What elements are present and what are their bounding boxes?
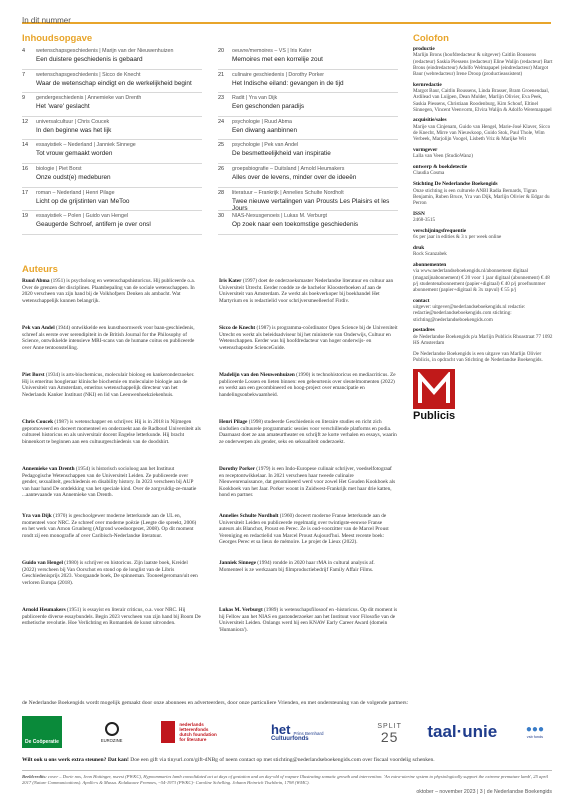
- author-text: (1980) is schrijver en historicus. Zijn laatste boek, Kreidel (2022) verscheen bij Van Oorschot en stond op de longlist van de Libris Geschiedenisprijs 2023. Voorgaande boek, De spinneman. Tooneelgeroman/uit een verloren Europa (2018).: [22, 560, 198, 586]
- author-text: (1951) is essayist en literair criticus, o.a. voor NRC. Hij publiceerde diverse essaybundels. Begin 2023 verscheen van zijn hand bij Boom De esthetische revolutie. Hoe Verlichting en Romantiek de kunst uitvonden.: [22, 607, 201, 626]
- letterenfonds-line: letterenfonds: [179, 727, 209, 732]
- colofon-text: Lalla van Veen (StudioWanz): [413, 153, 473, 160]
- toc-item[interactable]: [218, 46, 398, 70]
- author-text: (1960) doceert moderne Franse letterkunde aan de Universiteit Leiden en publiceerde regelmatig over twintigste-eeuwse Franse auteurs als Blanchot, Proust en Perec. Ze is oud-voorzitter van de Marcel Proust Vereniging en redactielid van Marcel Proust Aujourd'hui. Meest recente boek: Georges Perec et sa lieux de mémoire. Le projet de Lieux (2022).: [219, 513, 389, 545]
- author-bio: [22, 372, 201, 413]
- toc-item[interactable]: [22, 70, 202, 94]
- author-bio: [22, 466, 201, 507]
- toc-category: essayistiek – Nederland | Janniek Sinnege: [36, 142, 136, 149]
- colofon-text: De Nederlandse Boekengids is een uitgave van Marlijn Olivier Publicis, in opdracht van Stichting de Nederlandse Boekengids.: [413, 350, 543, 363]
- author-name: Annelies Schulte Nordholt: [219, 513, 279, 519]
- letterenfonds-mark-icon: [161, 721, 175, 743]
- colofon-block: [413, 262, 553, 293]
- toc-article-title: Tot vrouw gemaakt worden: [36, 150, 113, 158]
- toc-category: oeuvre/memoires – VS | Iris Kater: [232, 48, 312, 54]
- colofon-block: [413, 82, 553, 113]
- toc-item[interactable]: [22, 211, 202, 235]
- vsb-label: vsb fonds: [526, 735, 544, 739]
- author-bio: [22, 278, 201, 319]
- author-name: Dorothy Porker: [219, 466, 255, 472]
- author-text: (1979) is een Indo-Europese culinair schrijver, voedselfotograaf en receptontwikkelaar. In 2021 verscheen haar tweede culinaire Nieuwenrenaissance, dat genomineerd werd voor zowel Het Gouden Kookboek als Kookboek van het Jaar. Porker woont in Zuidwest-Frankrijk met haar drie katten, hond en partner.: [219, 466, 396, 498]
- colofon-block: [413, 351, 553, 363]
- toc-item[interactable]: [22, 93, 202, 117]
- toc-category: wetenschapsgeschiedenis | Marijn van der Nieuwenhuizen: [36, 48, 174, 54]
- toc-item[interactable]: [22, 188, 202, 212]
- toc-article-title: Een geschonden paradijs: [232, 103, 305, 111]
- toc-category: psychologie | Pek van Andel: [232, 142, 299, 149]
- toc-item[interactable]: [218, 140, 398, 164]
- toc-article-title: Onze oudst(e) medeburen: [36, 173, 111, 181]
- author-name: Piet Borst: [22, 372, 45, 378]
- authors-column-right: [219, 278, 398, 654]
- toc-category: roman – Nederland | Henri Pilage: [36, 189, 115, 196]
- toc-page-number: 30: [218, 213, 225, 220]
- header-title: In dit nummer: [22, 16, 71, 25]
- letterenfonds-logo[interactable]: [161, 716, 239, 748]
- colofon-text: Rock Scanzabek: [413, 251, 447, 258]
- sponsors-intro: de Nederlandse Boekengids wordt mogelijk gemaakt door onze abonnees en adverteerders, door onze particuliere Vrienden, en met ondersteuning van de volgende partners:: [22, 700, 409, 706]
- toc-item[interactable]: [218, 70, 398, 94]
- colofon-text: Marije van Cinjenam, Guido van Hengel, Marie-José Klaver, Sicco de Knecht, Mirre van Nieuwkoop, Guido Stok, Paul Thole, Wim Verbeek, Marjolijn Voogel, Lisbeth Vriz & Marijke Wit: [413, 123, 551, 143]
- author-bio: [22, 419, 201, 460]
- colofon-title: Colofon: [413, 33, 449, 44]
- toc-category: universalcultuur | Chris Coucek: [36, 118, 110, 125]
- toc-item[interactable]: [218, 93, 398, 117]
- authors-list: [22, 278, 397, 698]
- toc-item[interactable]: [218, 117, 398, 141]
- toc-category: wetenschapsgeschiedenis | Sicco de Knecht: [36, 71, 141, 78]
- author-text: (1951) is psycholoog en wetenschapshistoricus. Hij publiceerde o.a. Over de grenzen der disciplines. Plaatsbepaling van de sociale wetenschappen. In 2020 verscheen van zijn hand bij de Volkhofpers Denken als ambacht. Wat wetenschappelijk kunnen belangrijk.: [22, 278, 196, 304]
- colofon-label: kernredactie: [413, 81, 442, 88]
- toc-category: psychologie | Ruud Abma: [232, 118, 292, 125]
- toc-item[interactable]: [218, 211, 398, 235]
- authors-column-left: [22, 278, 201, 654]
- author-text: (1989) is wetenschapsfilosoof en -historicus. Op dit moment is hij Fellow aan het NIAS en gastonderzoeker aan het Instituut voor Filosofie van de Universiteit Leiden. Onlangs werd hij een KNAW Early Career Award (domein 'Humaniora').: [219, 607, 398, 633]
- colofon-label: ISSN: [413, 210, 425, 217]
- letterenfonds-text: [179, 722, 217, 742]
- author-name: Sicco de Knecht: [219, 325, 256, 331]
- author-text: (1970) is geschoolgewer moderne letterkunde aan de UL en, momenteel voor NRC. Ze schreef over moderne poëzie (Leegte die spreekt, 2006) en het werk van Arnon Grunberg (Afgrond woedoorgezet, 2008). Op dit moment rondt zij een monografie af over Caribisch-Nederlandse literatuur.: [22, 513, 197, 539]
- author-text: (1997) doet de onderzoeksmaster Nederlandse literatuur en cultuur aan Universiteit Utrecht. Eerder rondde ze de bachelor Kloosterboeken af aan de Universiteit van Amsterdam. Ze werkt als boekverkoper bij boekhandel Het Martyrium en is redactielid voor schrijversmeelleerlof Firdiv.: [219, 278, 394, 304]
- author-bio: [219, 466, 398, 507]
- colofon-block: [413, 147, 553, 160]
- toc-page-number: 16: [22, 165, 29, 172]
- author-name: Guido van Hengel: [22, 560, 63, 566]
- vsb-logo[interactable]: [518, 716, 552, 748]
- publicis-m-icon: [413, 369, 455, 409]
- author-name: Annemieke van Drenth: [22, 466, 75, 472]
- toc-article-title: Het 'ware' geslacht: [36, 103, 90, 111]
- eurozine-logo[interactable]: [94, 716, 130, 748]
- colofon-block: [413, 298, 553, 323]
- toc-item[interactable]: [22, 117, 202, 141]
- credit-label: Beeldcredits:: [22, 774, 47, 779]
- toc-category: literatuur – Frankrijk | Annelies Schulte Nordholt: [232, 189, 344, 196]
- author-bio: [219, 325, 398, 366]
- author-bio: [219, 419, 398, 460]
- colofon-label: acquisitie/sales: [413, 117, 447, 124]
- colofon-text: Onze stichting is een culturele ANBI Radia Bernards, Tigran Benjamin, Ruben Bruce, Yra van Dijk, Marlijn Olivier & Edgar du Perron: [413, 187, 550, 206]
- colofon-block: [413, 117, 553, 142]
- author-text: (1994) rondde in 2020 haar rMA in cultural analysis af. Momenteel is ze werkzaam bij filmproductiebedrijf Family Affair Films.: [219, 560, 375, 573]
- colofon-label: vormgever: [413, 146, 438, 153]
- prins-bottom: Cultuurfonds: [270, 735, 309, 742]
- split-bottom: 25: [380, 729, 399, 745]
- toc-article-title: Alles over de levens, minder over de ideeën: [232, 173, 357, 181]
- author-bio: [22, 325, 201, 366]
- toc-item[interactable]: [22, 164, 202, 188]
- author-bio: [219, 372, 398, 413]
- divider: [22, 770, 552, 771]
- toc-title: Inhoudsopgave: [22, 33, 93, 44]
- colofon-text: via www.nederlandseboekengids.nl/abonnement digitaal (magazijnabonnement) € 20 voor 1 jaar digitaal (abonnement) € 48 p/j studentenabonnement (papier+digitaal) € 40 p/j proefnummer abonnement (papier+digitaal & 3x rapvul) € 55 p/j: [413, 268, 550, 294]
- colofon-label: abonnementen: [413, 262, 447, 269]
- toc-article-title: Waar de wetenschap eindigt en de werkelijkheid begint: [36, 79, 192, 87]
- credit-text: cover – Dorie nos, Jenn Hottinger, nseest (PWKC), Hypoommaries lamb consolidated act at days of gestation and an day-old of rozpure Illustrating somatic growth and intervention. 'An extra-uterine system to physiologically support the extreme premature lamb', 25 april 2017 (Nature Communications). Apollo-s & Mussa. Kolakauwe Fremoes, ~54-1973 (PWKC)- Caroline Schelling. Johann Heinrich Tischbein, 1798 (WMC).: [22, 774, 548, 785]
- toc-page-number: 25: [218, 142, 225, 149]
- image-credits: [22, 774, 552, 785]
- toc-article-title: Het Indische eiland: gevangen in de tijd: [232, 79, 344, 87]
- colofon-block: [413, 181, 553, 206]
- prins-bernhard-logo[interactable]: [271, 716, 341, 748]
- author-name: Madelijn van den Nieuwenhuizen: [219, 372, 295, 378]
- colofon-block: [413, 211, 553, 224]
- coop-logo[interactable]: [22, 716, 62, 748]
- prins-head: het: [270, 721, 291, 737]
- toc-category: essayistiek – Polen | Guido van Hengel: [36, 213, 129, 220]
- author-name: Iris Kater: [219, 278, 242, 284]
- author-name: Pek van Andel: [22, 325, 55, 331]
- colofon-label: ontwerp & boekdetectie: [413, 164, 468, 171]
- author-name: Henri Pilage: [219, 419, 248, 425]
- colofon-block: [413, 327, 553, 346]
- split-top: SPLIT: [377, 723, 402, 730]
- toc-article-title: Een diwang aanbinnen: [232, 126, 298, 134]
- toc-page-number: 28: [218, 189, 225, 196]
- toc-article-title: Een duistere geschiedenis is gebaard: [36, 56, 143, 63]
- toc-page-number: 20: [218, 48, 225, 54]
- letterenfonds-line: nederlands: [179, 722, 204, 727]
- colofon-text: Margot Baur, Caitlin Boussens, Linda Brasser, Bram Groenendaal, Ardilead van Luijpen, Dean Mulder, Marlijn Olivier, Eva Peek, Saskia Piessens, Christiaan Roodenburg, Kim Schouf, Eltinel Sinnegen, Vincent Veenvorm, Elvira Walijn & Adolfo Weremapapel: [413, 88, 552, 113]
- vsb-dots-icon: ●●●: [525, 724, 544, 735]
- toc-item[interactable]: [22, 140, 202, 164]
- page-footer: oktober – november 2023 | 3 | de Nederlandse Boekengids: [416, 789, 552, 795]
- toc-column-right: [218, 46, 398, 235]
- colofon-text: de Nederlandse Boekengids p/a Marlijn Publicis Rhoastraat 77 1092 HS Amsterdam: [413, 333, 553, 346]
- eurozine-label: EUROZINE: [100, 737, 123, 743]
- publicis-logo: [413, 369, 455, 425]
- colofon-label: postadres: [413, 327, 435, 334]
- toc-item[interactable]: [218, 164, 398, 188]
- page-header: [22, 10, 551, 24]
- toc-category: NIAS-Nexusgenoeis | Lukas M. Verburgt: [232, 213, 327, 220]
- coop-label: De Coöperatie: [25, 739, 59, 745]
- author-name: Chris Coucek: [22, 419, 54, 425]
- toc-category: groepsbiografie – Duitsland | Arnold Heumakers: [232, 165, 345, 172]
- toc-category: Radit | Yra van Dijk: [232, 95, 278, 102]
- author-text: (1990) is technohistoricus en mediacriticus. Ze publiceerde Lossen en lieten binnen: een gebeurtenis over sleutelmomenten (2022) en werkt aan een gecombineerd en hoog-project over emancipatie en handelingsonbekwaamheid.: [219, 372, 396, 398]
- letterenfonds-line: for literature: [179, 737, 207, 742]
- colofon-text: 6x per jaar in edities & 3 x per week online: [413, 234, 502, 241]
- colofon: [413, 46, 553, 694]
- taalunie-logo[interactable]: [427, 716, 498, 748]
- support-bold: Wilt ook u ons werk extra steunen? Dat kan!: [22, 757, 129, 763]
- toc-category: culinaire geschiedenis | Dorothy Porker: [232, 71, 325, 78]
- colofon-text: Claudia Cosma: [413, 170, 445, 177]
- split-logo[interactable]: [373, 716, 407, 748]
- support-notice: [22, 757, 552, 763]
- author-bio: [219, 607, 398, 648]
- letterenfonds-line: dutch foundation: [179, 732, 217, 737]
- eurozine-circle-icon: [105, 722, 119, 736]
- prins-top: Prins Bernhard: [293, 730, 324, 736]
- sponsor-logos: [22, 710, 552, 754]
- toc-page-number: 7: [22, 71, 26, 78]
- taalunie-label: taal·unie: [427, 722, 498, 741]
- toc-page-number: 4: [22, 48, 26, 54]
- toc-article-title: In den beginne was het lijk: [36, 126, 112, 134]
- author-text: (1954) is historisch socioloog aan het Instituut Pedagogische Wetenschappen van de Universiteit Leiden. Ze publiceerde over gender, sexualiteit, geschiedenis en disability history. In 2023 verscheen bij AUP van haar hand De ontdekking van het speciale kind. Over de zorgvuldig-ze-maatie ...aantevaande van Annemieke van Drenth.: [22, 466, 197, 498]
- publicis-wordmark: Publicis: [413, 409, 456, 422]
- colofon-label: contact: [413, 297, 430, 304]
- toc-column-left: [22, 46, 202, 235]
- toc-page-number: 9: [22, 95, 26, 102]
- author-bio: [219, 278, 398, 319]
- author-bio: [219, 513, 398, 554]
- toc-page-number: 26: [218, 165, 225, 172]
- toc-article-title: Twee nieuwe vertalingen van Prousts Les Plaisirs et les Jours: [232, 197, 390, 212]
- colofon-label: verschijningsfrequentie: [413, 227, 467, 234]
- colofon-text: 2468-3515: [413, 217, 436, 224]
- colofon-label: Stichting De Nederlandse Boekengids: [413, 181, 498, 188]
- author-name: Janniek Sinnege: [219, 560, 256, 566]
- toc-item[interactable]: [22, 46, 202, 70]
- colofon-text: Marlijn Brons (hoofdredacteur & uitgever) Caitlin Boussens (redacteur) Saskia Piessens (redacteur) Eline Walijn (redacteur) Bart Brons (eindredacteur) Adolfo Welmapapel (eindredacteur) Margot Baur (webredacteur) Irene Droop (productieassistent): [413, 52, 553, 78]
- author-bio: [22, 560, 201, 601]
- author-name: Lukas M. Verburgt: [219, 607, 263, 613]
- toc-page-number: 14: [22, 142, 29, 149]
- toc-page-number: 17: [22, 189, 29, 196]
- author-name: Arnold Heumakers: [22, 607, 66, 613]
- author-text: (1987) is wetenschapper en schrijver. Hij is in 2018 in Nijmegen gepromoveerd en doceert momenteel en onderzoekt aan de Radboud Universiteit als cultureel historicus en als universitair docent Engelse letterkunde. Hij bracht binnenkort te beginnen aan een cultuurgeschiedenis van de doodshirt.: [22, 419, 201, 445]
- author-text: (1944) ontwikkelde een kunsthoornwerk voor baan-geschiedenis, schreef als eerste over serendipiteit in de British Journal for the Philosophy of Science, ontwikkelde intensieve MRI-scans van de humane coitus en publiceerde over Anne tentoonstelling.: [22, 325, 195, 351]
- toc-category: gendergeschiedenis | Annemieke van Drenth: [36, 95, 142, 102]
- toc-page-number: 21: [218, 71, 225, 78]
- authors-title: Auteurs: [22, 264, 58, 275]
- toc-item[interactable]: [218, 188, 398, 212]
- support-text: Doe een gift via tinyurl.com/gift-dNBg of neem contact op met stichting@nederlandseboekengids.com over fiscaal voordelig schenken.: [128, 757, 435, 763]
- author-bio: [219, 560, 398, 601]
- toc-category: biologie | Piet Borst: [36, 165, 82, 172]
- author-bio: [22, 513, 201, 554]
- toc-article-title: Geaugerde Schroef, antifem je over onsl: [36, 221, 151, 229]
- author-name: Yra van Dijk: [22, 513, 52, 519]
- author-bio: [22, 607, 201, 648]
- colofon-label: productie: [413, 46, 435, 52]
- colofon-block: [413, 46, 553, 77]
- toc-article-title: De besmetteelijkheid van inspiratie: [232, 150, 331, 158]
- table-of-contents: [22, 46, 397, 260]
- toc-page-number: 12: [22, 118, 29, 125]
- toc-page-number: 19: [22, 213, 29, 220]
- toc-article-title: Memoires met een korrelije zout: [232, 56, 323, 63]
- toc-page-number: 23: [218, 95, 225, 102]
- colofon-text: uitgever: uitgever@nederlandseboekengids.nl redactie: redactie@nederlandseboekengids.com stichting: stichting@nederlandseboekengids.com: [413, 304, 526, 323]
- author-name: Ruud Abma: [22, 278, 50, 284]
- colofon-label: druk: [413, 244, 425, 251]
- toc-page-number: 24: [218, 118, 225, 125]
- author-text: (1987) is programma-coördinator Open Science bij de Universiteit Utrecht en werkt als beleidsadviseur bij het ministerie van Onderwijs, Cultuur en Wetenschappen. Eerder was hij hoofdredacteur van hoger onderwijs- en wetenschapssite ScienceGuide.: [219, 325, 398, 351]
- author-text: (1998) studeerde Geschiedenis en literaire studies en richt zich sindsdien cultuurele programmatic sessies voor verschillende platforms en podia. Daarnaast doet ze aan amateurtheater en schrijft ze korte verhalen en essays, waarin ze onderwerpen als gender, seks en seksualiteit onderzoekt.: [219, 419, 397, 445]
- author-text: (1934) is arts-biochemicus, moleculair bioloog en kankeronderzoeker. Hij is emeritus hoogleraar klinische biochemie en moleculaire biologie aan de Universiteit van Amsterdam, emeritus wetenschappelijk directeur van het Nederlands Kanker Instituut (NKI) en lid van Leeuwenhoekziekenhuis.: [22, 372, 195, 398]
- toc-article-title: Op zoek naar een toekomstige geschiedenis: [232, 221, 359, 229]
- colofon-block: [413, 245, 553, 258]
- toc-article-title: Licht op de grijstinten van MeToo: [36, 197, 130, 205]
- colofon-block: [413, 164, 553, 177]
- colofon-blocks: [413, 46, 553, 363]
- colofon-block: [413, 228, 553, 241]
